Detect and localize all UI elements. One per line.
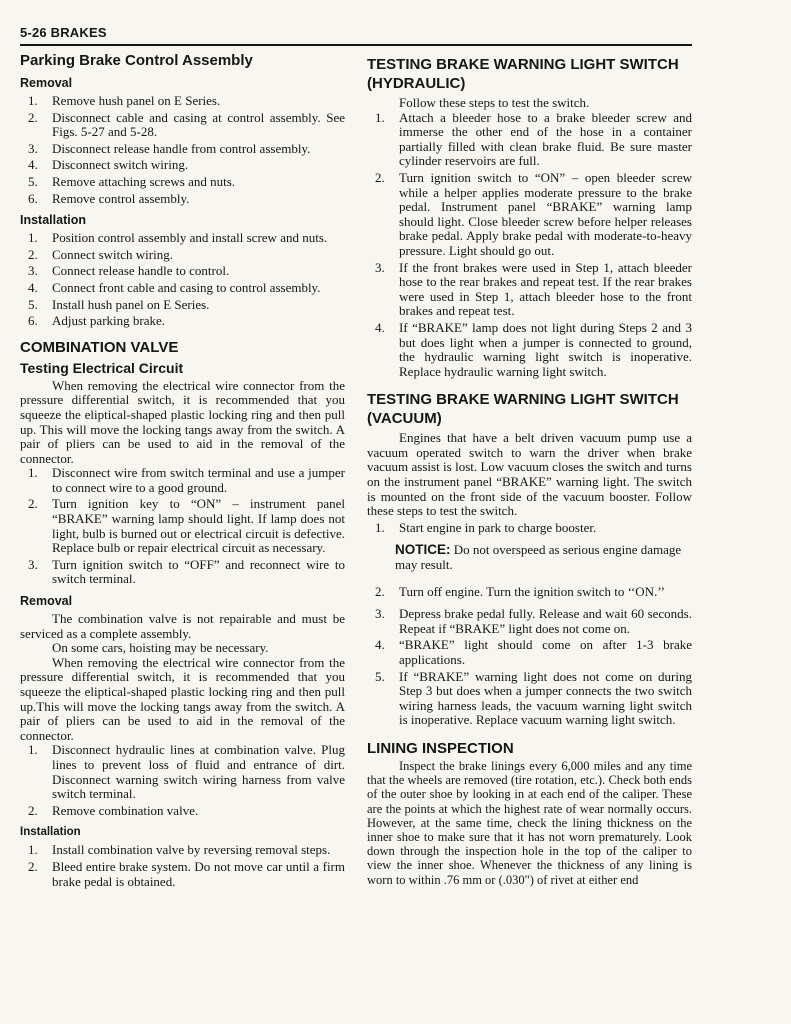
testing-steps xyxy=(20,466,345,587)
list-item: 1. Install combination valve by reversing removal steps. xyxy=(28,842,331,858)
list-item: 6. Remove control assembly. xyxy=(28,190,190,206)
list-item: 1. Attach a bleeder hose to a brake bleeder screw and immerse the other end of the hose in a container partially filled with clean brake fluid. Be sure master cylinder reservoirs are full. xyxy=(375,109,692,169)
parking-brake-title: Parking Brake Control Assembly xyxy=(20,52,253,69)
list-item: 2. Turn ignition switch to “ON” – open bleeder screw while a helper applies moderate pressure to the brake pedal. Instrument panel “BRAKE” warning lamp should light. Close bleeder screw before helper releases brake pedal. Apply brake pedal with moderate-to-heavy pressure. Light should go out. xyxy=(375,169,692,258)
list-item: 3. Connect release handle to control. xyxy=(28,263,230,279)
list-item: 6. Adjust parking brake. xyxy=(28,313,166,329)
hydraulic-steps xyxy=(367,111,692,380)
removal-heading: Removal xyxy=(20,76,73,90)
combination-valve-title: COMBINATION VALVE xyxy=(20,338,179,356)
installation-steps xyxy=(20,231,345,329)
hydraulic-intro: Follow these steps to test the switch. xyxy=(399,95,590,110)
vacuum-title-line1: TESTING BRAKE WARNING LIGHT SWITCH xyxy=(367,391,679,409)
lining-inspection-title: LINING INSPECTION xyxy=(367,739,514,757)
list-item: 3. If the front brakes were used in Step 1, attach bleeder hose to the rear brakes and repeat test. If the rear brakes were used in Step 1, attach bleeder hose to the front brakes and repeat test. xyxy=(375,259,692,319)
vacuum-title-line2: (VACUUM) xyxy=(367,410,442,428)
page-header-text: 5-26 BRAKES xyxy=(20,25,107,40)
list-item: 4. “BRAKE” light should come on after 1-3 brake applications. xyxy=(375,637,692,667)
hydraulic-title-line1: TESTING BRAKE WARNING LIGHT SWITCH xyxy=(367,56,679,73)
valve-removal-p2: On some cars, hoisting may be necessary. xyxy=(52,640,269,656)
list-item: 4. Disconnect switch wiring. xyxy=(28,157,189,173)
list-item: 1. Remove hush panel on E Series. xyxy=(28,93,221,108)
page-header xyxy=(20,24,692,46)
list-item: 2. Remove combination valve. xyxy=(28,802,199,818)
left-column xyxy=(20,52,345,891)
valve-installation-steps xyxy=(20,843,345,889)
testing-circuit-heading: Testing Electrical Circuit xyxy=(20,359,184,376)
valve-removal-steps xyxy=(20,743,345,818)
valve-removal-heading: Removal xyxy=(20,594,73,609)
notice-label: NOTICE: xyxy=(395,542,451,558)
vacuum-step-1 xyxy=(367,521,692,536)
list-item: 1. Start engine in park to charge booster. xyxy=(375,519,597,535)
right-column xyxy=(367,52,692,887)
list-item: 1. Disconnect wire from switch terminal and use a jumper to connect wire to a good ground. xyxy=(28,465,345,495)
list-item: 3. Depress brake pedal fully. Release and wait 60 seconds. Repeat if “BRAKE” light does not come on. xyxy=(375,606,692,636)
lining-inspection-text: Inspect the brake linings every 6,000 miles and any time that the wheels are removed (tire rotation, etc.). Check both ends of the outer shoe by looking in at each end of the caliper. These are the points at which the highest rate of wear normally occurs. However, at the same time, check the lining thickness on the inner shoe to make sure that it has not worn prematurely. Look down through the inspection hole in the top of the caliper to view the inner shoe. Whenever the thickness of any lining is worn to within .76 mm or (.030") of rivet at either end xyxy=(367,758,692,887)
list-item: 4. If “BRAKE” lamp does not light during Steps 2 and 3 but does light when a jumper is connected to ground, the hydraulic warning light switch is inoperative. Replace hydraulic warning light switch. xyxy=(375,319,692,379)
notice-text: Do not overspeed as serious engine damage may result. xyxy=(395,542,682,573)
list-item: 5. If “BRAKE” warning light does not come on during Step 3 but does when a jumper connects the two switch wiring harness leads, the vacuum warning light switch is inoperative. Replace vacuum warning light switch. xyxy=(375,668,692,728)
list-item: 2. Turn off engine. Turn the ignition switch to ‘‘ON.’’ xyxy=(375,583,666,599)
valve-installation-heading: Installation xyxy=(20,826,81,839)
valve-removal-p1: The combination valve is not repairable and must be serviced as a complete assembly. xyxy=(20,611,345,641)
list-item: 3. Disconnect release handle from control assembly. xyxy=(28,140,311,156)
vacuum-steps xyxy=(367,585,692,728)
list-item: 5. Remove attaching screws and nuts. xyxy=(28,173,236,189)
hydraulic-title-line2: (HYDRAULIC) xyxy=(367,75,466,92)
list-item: 2. Turn ignition key to “ON” – instrument panel “BRAKE” warning lamp should light. If lamp does not light, bulb is burned out or electrical circuit is defective. Replace bulb or repair electrical circuit as necessary. xyxy=(28,496,345,556)
removal-steps xyxy=(20,94,345,206)
list-item: 1. Disconnect hydraulic lines at combination valve. Plug lines to prevent loss of fluid and entrance of dirt. Disconnect warning switch wiring harness from valve switch terminal. xyxy=(28,742,345,802)
vacuum-intro: Engines that have a belt driven vacuum pump use a vacuum operated switch to warn the driver when brake vacuum assist is lost. Low vacuum closes the switch and turns on the instrument panel “BRAKE” warning light. The switch is mounted on the front side of the vacuum booster. Follow these steps to test the switch. xyxy=(367,430,692,519)
list-item: 2. Disconnect cable and casing at control assembly. See Figs. 5-27 and 5-28. xyxy=(28,109,345,140)
list-item: 2. Connect switch wiring. xyxy=(28,246,173,262)
valve-removal-p3: When removing the electrical wire connector from the pressure differential switch, it is recommended that you squeeze the eliptical-shaped plastic locking ring and then pull up.This will move the locking tangs away from the switch. A pair of pliers can be used to aid in the removal of the connector. xyxy=(20,654,345,743)
list-item: 1. Position control assembly and install screw and nuts. xyxy=(28,230,328,246)
list-item: 5. Install hush panel on E Series. xyxy=(28,296,210,312)
testing-intro: When removing the electrical wire connector from the pressure differential switch, it is recommended that you squeeze the eliptical-shaped plastic locking ring and then pull up. This will move the locking tangs away from the switch. A pair of pliers can be used to aid in the removal of the connector. xyxy=(20,377,345,466)
list-item: 2. Bleed entire brake system. Do not move car until a firm brake pedal is obtained. xyxy=(28,858,345,889)
list-item: 4. Connect front cable and casing to control assembly. xyxy=(28,279,321,295)
installation-heading: Installation xyxy=(20,213,86,228)
notice-box xyxy=(367,543,692,572)
list-item: 3. Turn ignition switch to “OFF” and reconnect wire to switch terminal. xyxy=(28,556,345,587)
